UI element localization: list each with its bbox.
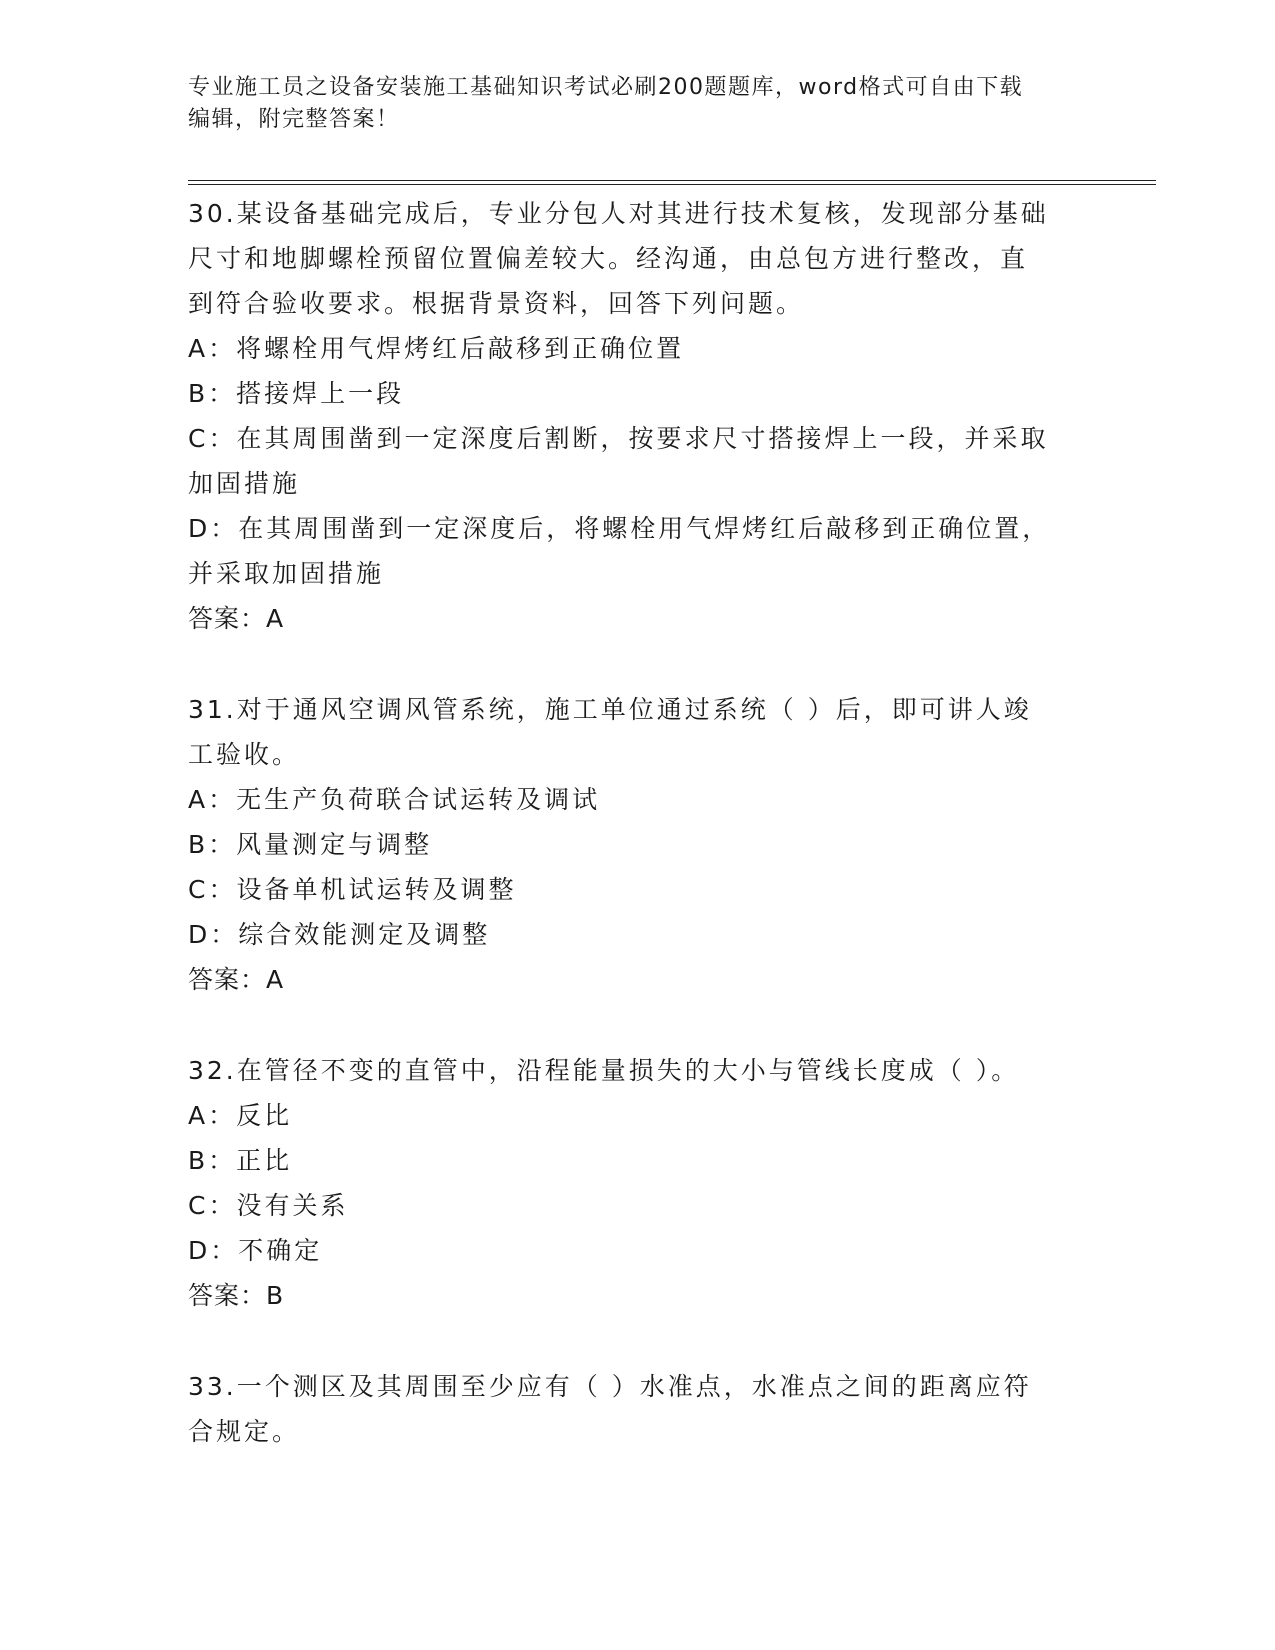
option-c: C：没有关系 xyxy=(188,1191,349,1220)
option-b: B：风量测定与调整 xyxy=(188,830,433,859)
question-33 xyxy=(188,1364,1088,1454)
option-d: D：综合效能测定及调整 xyxy=(188,920,491,949)
header-line-1: 专业施工员之设备安装施工基础知识考试必刷200题题库，word格式可自由下载 xyxy=(188,75,1024,100)
question-32 xyxy=(188,1048,1088,1318)
question-text-line: 工验收。 xyxy=(188,740,301,769)
question-31 xyxy=(188,687,1088,1002)
option-b: B：搭接焊上一段 xyxy=(188,379,405,408)
option-d: D：在其周围凿到一定深度后，将螺栓用气焊烤红后敲移到正确位置， xyxy=(188,514,1051,543)
option-a: A：无生产负荷联合试运转及调试 xyxy=(188,785,601,814)
option-b: B：正比 xyxy=(188,1146,293,1175)
option-a: A：将螺栓用气焊烤红后敲移到正确位置 xyxy=(188,334,685,363)
answer-label: 答案：B xyxy=(188,1281,285,1310)
option-d-continued: 并采取加固措施 xyxy=(188,559,385,588)
option-a: A：反比 xyxy=(188,1101,293,1130)
question-list xyxy=(188,191,1088,1500)
option-c-continued: 加固措施 xyxy=(188,469,301,498)
header-divider-top xyxy=(188,180,1156,181)
question-text-line: 30.某设备基础完成后，专业分包人对其进行技术复核，发现部分基础 xyxy=(188,199,1049,228)
option-c: C：设备单机试运转及调整 xyxy=(188,875,517,904)
option-d: D：不确定 xyxy=(188,1236,323,1265)
header-divider-bottom xyxy=(188,184,1156,185)
answer-label: 答案：A xyxy=(188,965,285,994)
question-text-line: 尺寸和地脚螺栓预留位置偏差较大。经沟通，由总包方进行整改，直 xyxy=(188,244,1029,273)
question-text-line: 32.在管径不变的直管中，沿程能量损失的大小与管线长度成（ ）。 xyxy=(188,1056,1020,1085)
question-30 xyxy=(188,191,1088,641)
question-text-line: 合规定。 xyxy=(188,1417,301,1446)
answer-label: 答案：A xyxy=(188,604,285,633)
document-header xyxy=(188,72,1068,136)
question-text-line: 到符合验收要求。根据背景资料，回答下列问题。 xyxy=(188,289,805,318)
option-c: C：在其周围凿到一定深度后割断，按要求尺寸搭接焊上一段，并采取 xyxy=(188,424,1049,453)
header-line-2: 编辑，附完整答案！ xyxy=(188,107,400,132)
question-text-line: 33.一个测区及其周围至少应有（ ）水准点，水准点之间的距离应符 xyxy=(188,1372,1032,1401)
question-text-line: 31.对于通风空调风管系统，施工单位通过系统（ ）后，即可讲人竣 xyxy=(188,695,1032,724)
